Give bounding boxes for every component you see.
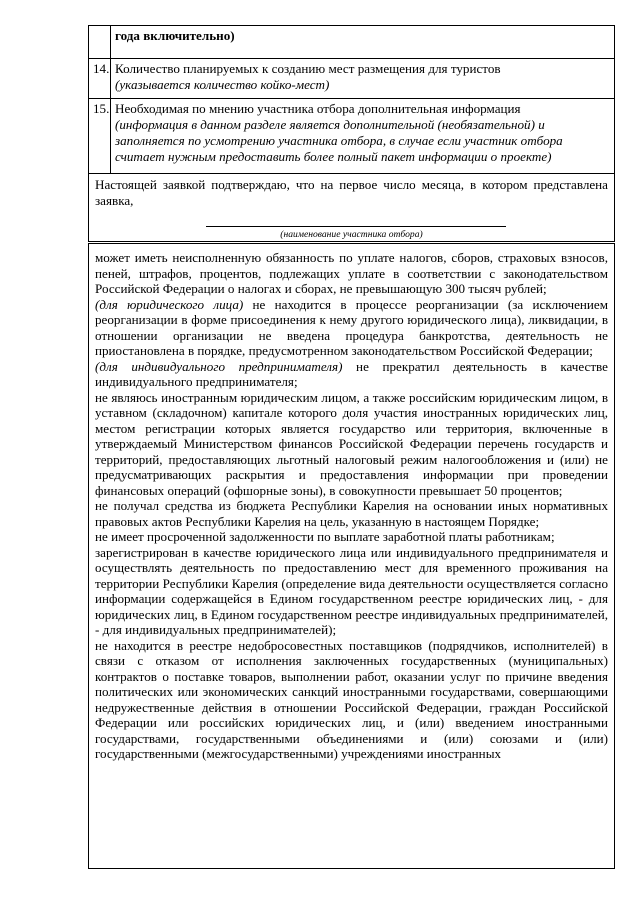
declaration-block xyxy=(88,173,615,242)
condition-paragraph: не являюсь иностранным юридическим лицом, а также российским юридическим лицом, в уставном (складочном) капитале которого доля участия иностранных юридических лиц, местом регистрации которых является государство или территория, включенные в утверждаемый Министерством финансов Российской Федерации перечень государств и территорий, предоставляющих льготный налоговый режим налогообложения и (или) не предусматривающих раскрытия и предоставления информации при проведении финансовых операций (офшорные зоны), в совокупности превышает 50 процентов; xyxy=(95,389,608,498)
condition-paragraph: может иметь неисполненную обязанность по уплате налогов, сборов, страховых взносов, пеней, штрафов, процентов, подлежащих уплате в соответствии с законодательством Российской Федерации о налогах и сборах, не превышающую 300 тысяч рублей; xyxy=(95,250,608,296)
table-row-14 xyxy=(89,59,615,99)
participant-name-caption: (наименование участника отбора) xyxy=(280,229,423,240)
row-note: (информация в данном разделе является дополнительной (необязательной) и заполняется по усмотрению участника отбора, в случае если участник отбора считает нужным предоставить более полный пакет информации о проекте) xyxy=(115,117,563,164)
table-row-15 xyxy=(89,99,615,174)
condition-paragraph: не имеет просроченной задолженности по выплате заработной платы работникам; xyxy=(95,529,555,544)
row-number: 15. xyxy=(89,99,111,174)
condition-text: не прекратил деятельность в качестве индивидуального предпринимателя; xyxy=(95,358,608,389)
condition-qualifier: (для индивидуального предпринимателя) xyxy=(95,358,343,374)
condition-paragraph: зарегистрирован в качестве юридического лица или индивидуального предпринимателя и осуществлять деятельность по предоставлению мест для временного проживания на территории Республики Карелия (определение вида деятельности осуществляется согласно информации содержащейся в Едином государственном реестре юридических лиц, - для юридических лиц, в Едином государственном реестре индивидуальных предпринимателей, - для индивидуальных предпринимателей); xyxy=(95,544,608,637)
row-number: 14. xyxy=(89,59,111,99)
row-content xyxy=(111,99,615,174)
condition-paragraph xyxy=(95,297,608,359)
row-content xyxy=(111,59,615,99)
condition-qualifier: (для юридического лица) xyxy=(95,296,244,312)
condition-paragraph: не получал средства из бюджета Республики Карелия на основании иных нормативных правовых актов Республики Карелия на цель, указанную в настоящем Порядке; xyxy=(95,498,608,529)
application-form-table xyxy=(88,25,615,174)
condition-text: не находится в процессе реорганизации (за исключением реорганизации в форме присоединения к нему другого юридического лица), ликвидации, в отношении организации не введена процедура банкротства, деятельность не приостановлена в порядке, предусмотренном законодательством Российской Федерации; xyxy=(95,296,609,358)
conditions-block xyxy=(88,243,615,869)
row-text: Необходимая по мнению участника отбора дополнительная информация xyxy=(115,101,521,116)
condition-paragraph: не находится в реестре недобросовестных поставщиков (подрядчиков, исполнителей) в связи с отказом от исполнения заключенных государственных (муниципальных) контрактов о поставке товаров, выполнении работ, оказании услуг по причине введения политических или экономических санкций иностранными государствами, совершающими недружественные действия в отношении Российской Федерации, граждан Российской Федерации или российских юридических лиц, и (или) введением иностранными государствами, государственными объединениями и (или) союзами и (или) государственными (межгосударственными) учреждениями иностранных xyxy=(95,637,608,761)
row-text: Количество планируемых к созданию мест размещения для туристов xyxy=(115,61,501,76)
table-row xyxy=(89,26,615,59)
row-note: (указывается количество койко-мест) xyxy=(115,77,330,92)
condition-paragraph xyxy=(95,359,608,390)
declaration-text: Настоящей заявкой подтверждаю, что на первое число месяца, в котором представлена заявка, xyxy=(95,177,608,208)
row-number-cell xyxy=(89,26,111,59)
row-text-cell: года включительно) xyxy=(111,26,615,59)
participant-name-line xyxy=(206,226,506,227)
